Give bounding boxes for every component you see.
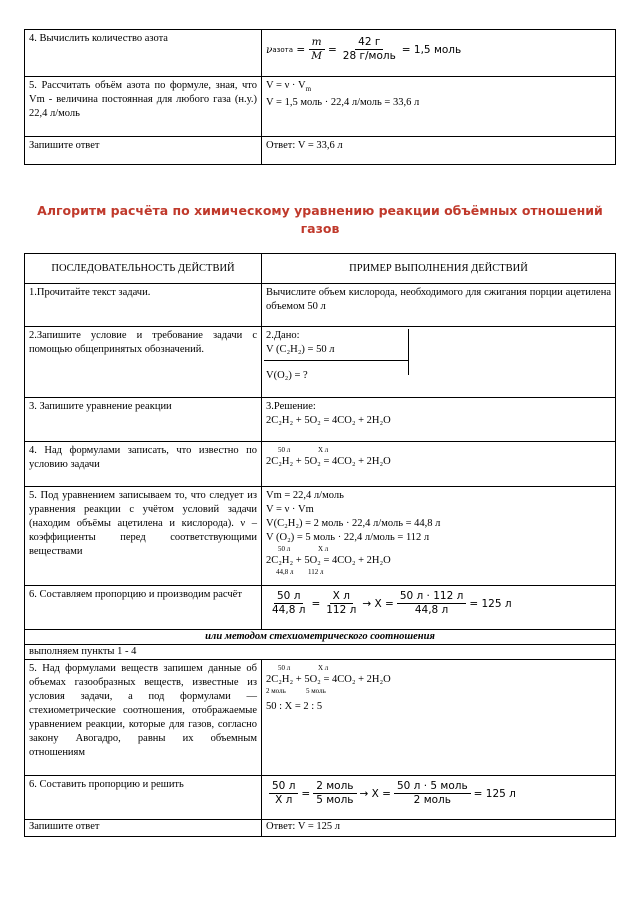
step-5-cell — [25, 77, 262, 137]
m-over-M — [308, 36, 325, 63]
oxygen-volume: V (O₂) = 5 моль · 22,4 л/моль = 112 л — [266, 532, 430, 543]
s5-left-text: 5. Под уравнением записываем то, что следует из уравнения реакции с учётом условий задачи (находим объёмы ацетилена и кислорода). ν – коэффициенты перед соответствующими веществами — [29, 490, 257, 557]
q-den-1: Х л — [275, 794, 293, 806]
nitrogen-table — [24, 29, 616, 165]
s5-left — [25, 487, 262, 586]
method-divider-text: или методом стехиометрического соотношения — [205, 631, 435, 642]
proportion-2: $\frac{50 л}{\text{Х л}}$ = $\frac{\text{2 моль}}{\text{5 моль}}$ → Х = $\frac{\text{50 л · 5 моль}}{\text{2 моль}}$ = 125 л — [266, 780, 611, 807]
subscript-448: 44,8 л — [276, 568, 294, 576]
final-answer-text: Ответ: V = 125 л — [266, 821, 341, 832]
p-result: = 125 л — [469, 597, 512, 610]
equation-annotations — [266, 446, 611, 455]
p-arrow: → Х = — [362, 597, 394, 610]
given-divider — [408, 329, 409, 375]
step-4-cell — [25, 30, 262, 77]
q-den-2: 5 моль — [316, 794, 354, 806]
final-answer-cell — [262, 820, 616, 837]
annotation-5mol: 5 моль — [306, 687, 326, 695]
given-label: 2.Дано: — [266, 330, 300, 341]
s1-left — [25, 284, 262, 327]
q-num-3: 50 л · 5 моль — [394, 780, 471, 794]
s1-right — [262, 284, 616, 327]
mass-numerator: 42 г — [355, 36, 383, 50]
m6-left — [25, 776, 262, 820]
final-answer-label: Запишите ответ — [29, 821, 100, 832]
section-heading: Алгоритм расчёта по химическому уравнению реакции объёмных отношений газов — [37, 203, 603, 236]
vm-value: Vm = 22,4 л/моль — [266, 490, 344, 501]
header-left — [25, 254, 262, 284]
s5-right — [262, 487, 616, 586]
answer-label-cell — [25, 137, 262, 165]
note-row — [25, 645, 616, 660]
p-num-3: 50 л · 112 л — [397, 590, 467, 604]
s3-right — [262, 398, 616, 442]
annotation-2mol: 2 моль — [266, 687, 286, 695]
q-num-1: 50 л — [269, 780, 298, 794]
nu-subscript: азота — [272, 45, 294, 54]
reaction-equation: 2C₂H₂ + 5O₂ = 4CO₂ + 2H₂O — [266, 555, 391, 566]
volume-formula: V = ν · Vm — [266, 504, 314, 515]
m5-left — [25, 660, 262, 776]
s2-left-text: 2.Запишите условие и требование задачи с помощью общепринятых обозначений. — [29, 330, 257, 355]
s4-left — [25, 442, 262, 487]
annotation-xl: Х л — [318, 664, 329, 672]
s6-left-text: 6. Составляем пропорцию и производим расчёт — [29, 589, 242, 600]
equation-subscripts — [266, 568, 611, 577]
equation-annotations — [266, 545, 611, 554]
reaction-equation: 2C₂H₂ + 5O₂ = 4CO₂ + 2H₂O — [266, 456, 391, 467]
required-volume: V(O₂) = ? — [266, 370, 308, 381]
p-den-1: 44,8 л — [272, 604, 306, 616]
m5-left-text: 5. Над формулами веществ запишем данные об объемах газообразных веществ, известные из условия задачи, а под формулами — стехиометрические соотношения, отображаемые уравнением реакции, которые для газов, согласно закону Авогадро, равны их объемным отношениям — [29, 663, 257, 758]
subscript-112: 112 л — [308, 568, 324, 576]
amount-formula: ν азота = $\frac{m}{M}$ = $\frac{42 г}{\text{28 г/моль}}$ = 1,5 моль — [266, 36, 462, 62]
s4-left-text: 4. Над формулами записать, что известно по условию задачи — [29, 445, 257, 470]
annotation-50l: 50 л — [278, 446, 291, 454]
m6-left-text: 6. Составить пропорцию и решить — [29, 779, 184, 790]
p-den-2: 112 л — [326, 604, 357, 616]
s4-right — [262, 442, 616, 487]
answer-text: Ответ: V = 33,6 л — [266, 140, 343, 151]
m5-right — [262, 660, 616, 776]
step-4-text: 4. Вычислить количество азота — [29, 33, 168, 44]
volume-formula: V = ν · V — [266, 80, 306, 91]
s1-right-text: Вычислите объем кислорода, необходимого для сжигания порции ацетилена объемом 50 л — [266, 287, 611, 312]
annotation-50l: 50 л — [278, 664, 291, 672]
s2-left — [25, 327, 262, 398]
m-symbol: m — [309, 36, 325, 50]
amount-result: = 1,5 моль — [401, 43, 462, 56]
acetylene-volume: V(C₂H₂) = 2 моль · 22,4 л/моль = 44,8 л — [266, 518, 441, 529]
M-symbol: M — [311, 50, 322, 62]
reaction-equation: 2C₂H₂ + 5O₂ = 4CO₂ + 2H₂O — [266, 415, 391, 426]
answer-cell — [262, 137, 616, 165]
p-num-2: Х л — [330, 590, 353, 604]
s3-left — [25, 398, 262, 442]
note-text: выполняем пункты 1 - 4 — [29, 646, 137, 657]
proportion-1: $\frac{50 л}{44,8 л}$ = $\frac{\text{Х л}}{112 л}$ → Х = $\frac{50 л \cdot 112 л}{44,8 л}$ = 125 л — [266, 590, 611, 617]
step-5-formula-cell — [262, 77, 616, 137]
stoich-ratio: 50 : Х = 2 : 5 — [266, 701, 323, 712]
step-4-formula-cell — [262, 30, 616, 77]
final-answer-label-cell — [25, 820, 262, 837]
mass-fraction — [340, 36, 399, 63]
equation-annotations — [266, 664, 611, 673]
mass-denominator: 28 г/моль — [342, 50, 396, 62]
algorithm-table — [24, 253, 616, 837]
header-right-text: ПРИМЕР ВЫПОЛНЕНИЯ ДЕЙСТВИЙ — [349, 262, 528, 274]
given-volume: V (C₂H₂) = 50 л — [266, 344, 335, 355]
annotation-50l: 50 л — [278, 545, 291, 553]
method-divider — [25, 630, 616, 645]
given-underline — [264, 360, 408, 361]
annotation-xl: Х л — [318, 446, 329, 454]
annotation-xl: Х л — [318, 545, 329, 553]
reaction-equation: 2C₂H₂ + 5O₂ = 4CO₂ + 2H₂O — [266, 674, 391, 685]
solution-label: 3.Решение: — [266, 401, 316, 412]
header-right — [262, 254, 616, 284]
volume-calc: V = 1,5 моль · 22,4 л/моль = 33,6 л — [266, 97, 420, 109]
m6-right — [262, 776, 616, 820]
header-left-text: ПОСЛЕДОВАТЕЛЬНОСТЬ ДЕЙСТВИЙ — [51, 262, 235, 274]
s2-right — [262, 327, 616, 398]
mole-annotations — [266, 687, 611, 696]
s1-left-text: 1.Прочитайте текст задачи. — [29, 287, 151, 298]
s3-left-text: 3. Запишите уравнение реакции — [29, 401, 172, 412]
nu-symbol: ν — [266, 43, 273, 56]
vm-subscript: m — [305, 85, 312, 94]
p-num-1: 50 л — [274, 590, 303, 604]
answer-label: Запишите ответ — [29, 140, 100, 151]
s6-left — [25, 586, 262, 630]
q-den-3: 2 моль — [413, 794, 451, 806]
s6-right — [262, 586, 616, 630]
q-num-2: 2 моль — [313, 780, 356, 794]
q-arrow: → Х = — [359, 787, 391, 800]
p-den-3: 44,8 л — [414, 604, 449, 616]
q-result: = 125 л — [473, 787, 516, 800]
step-5-text: 5. Рассчитать объём азота по формуле, зная, что Vm - величина постоянная для любого газа (н.у.) 22,4 л/моль — [29, 80, 257, 119]
